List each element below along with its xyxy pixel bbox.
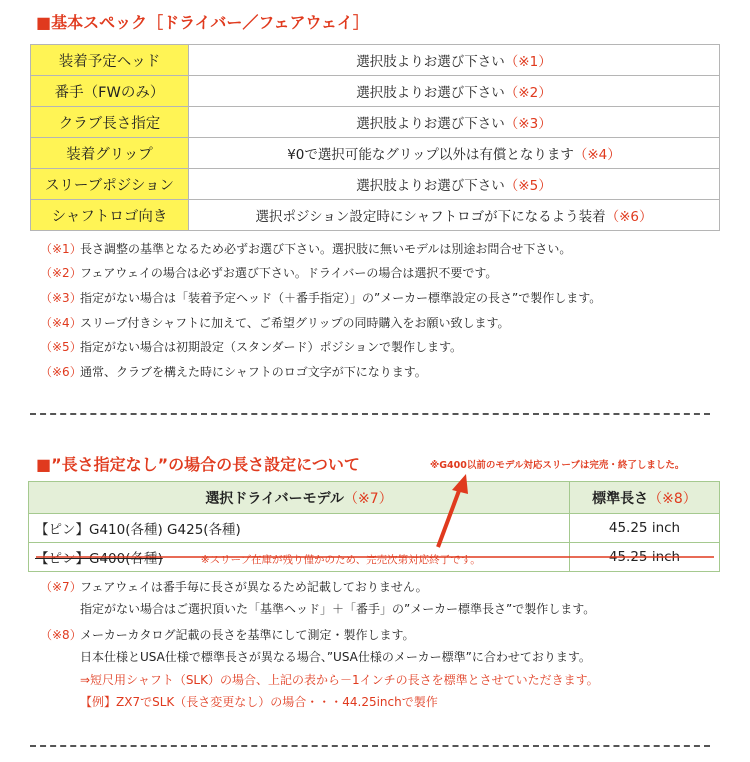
model-cell [29,543,570,572]
model-column-ref: （※7） [343,490,393,507]
note-text: スリーブ付きシャフトに加えて、ご希望グリップの同時購入をお願い致します。 [80,315,510,330]
spec-ref: （※2） [504,85,552,101]
note-item [40,310,601,335]
spec-value [189,45,720,76]
spec-label: クラブ長さ指定 [31,107,189,138]
spec-label: スリーブポジション [31,169,189,200]
spec-ref: （※5） [504,178,552,194]
length-table-header [29,482,720,514]
sold-out-notice: ※G400以前のモデル対応スリーブは完売・終了しました。 [430,460,685,471]
note-item [40,285,601,310]
model-cell: 【ピン】G410(各種) G425(各種) [29,514,570,543]
spec-row [31,45,720,76]
spec-ref: （※1） [504,54,552,70]
length-notes [40,575,599,713]
note-key: （※5） [40,340,82,355]
table-row [29,514,720,543]
length-cell: 45.25 inch [570,514,720,543]
spec-value [189,76,720,107]
note-item [40,236,601,261]
example-note: 【例】ZX7でSLK（長さ変更なし）の場合・・・44.25inchで製作 [80,695,438,710]
spec-row [31,138,720,169]
spec-ref: （※3） [504,116,552,132]
spec-label: 番手（FWのみ） [31,76,189,107]
note-text: フェアウェイは番手毎に長さが異なるため記載しておりません。 [80,579,428,594]
note-key: （※6） [40,364,82,379]
spec-value-text: 選択肢よりお選び下さい [356,85,505,101]
length-column-ref: （※8） [648,490,697,507]
model-column-header [29,482,570,514]
note-item [40,334,601,359]
spec-value [189,169,720,200]
dashed-divider [30,745,710,747]
spec-ref: （※6） [605,209,653,225]
note-text: 日本仕様とUSA仕様で標準長さが異なる場合、”USA仕様のメーカー標準”に合わせております。 [80,650,591,665]
note-key: （※4） [40,315,82,330]
note-text: メーカーカタログ記載の長さを基準にして測定・製作します。 [80,627,415,642]
spec-row [31,76,720,107]
length-column-header [570,482,720,514]
note-text: フェアウェイの場合は必ずお選び下さい。ドライバーの場合は選択不要です。 [80,266,498,281]
length-cell: 45.25 inch [570,543,720,572]
spec-ref: （※4） [573,147,621,163]
spec-notes [40,236,601,384]
note-key: （※8） [40,627,82,642]
spec-value-text: ¥0で選択可能なグリップ以外は有償となります [287,147,574,163]
spec-value-text: 選択肢よりお選び下さい [356,178,505,194]
spec-label: シャフトロゴ向き [31,200,189,231]
slk-note: ⇒短尺用シャフト（SLK）の場合、上記の表から－1インチの長さを標準とさせていただきます。 [80,672,599,687]
note-text: 通常、クラブを構えた時にシャフトのロゴ文字が下になります。 [80,364,427,379]
spec-value [189,200,720,231]
spec-row [31,169,720,200]
note-key: （※7） [40,579,82,594]
spec-value-text: 選択ポジション設定時にシャフトロゴが下になるよう装着 [255,209,606,225]
note-key: （※1） [40,241,82,256]
spec-row [31,200,720,231]
note-text: 指定がない場合は「装着予定ヘッド（＋番手指定）」の”メーカー標準設定の長さ”で製作します。 [80,290,602,305]
spec-section-title: ■基本スペック［ドライバー／フェアウェイ］ [36,13,369,32]
dashed-divider [30,413,710,415]
note-text: 指定がない場合は初期設定（スタンダード）ポジションで製作します。 [80,340,463,355]
length-column-label: 標準長さ [592,490,649,507]
note-text: 指定がない場合はご選択頂いた「基準ヘッド」＋「番手」の”メーカー標準長さ”で製作します。 [80,602,596,617]
spec-row [31,107,720,138]
model-column-label: 選択ドライバーモデル [205,490,344,507]
length-section-title: ■”長さ指定なし”の場合の長さ設定について [36,455,360,474]
spec-label: 装着グリップ [31,138,189,169]
discontinued-model: 【ピン】G400(各種) [35,551,163,567]
spec-table [30,44,720,231]
note-item [40,359,601,384]
table-row-discontinued [29,543,720,572]
note-text: 長さ調整の基準となるため必ずお選び下さい。選択肢に無いモデルは別途お問合せ下さい。 [80,241,572,256]
spec-value [189,107,720,138]
spec-label: 装着予定ヘッド [31,45,189,76]
note-item [40,261,601,286]
spec-value [189,138,720,169]
spec-value-text: 選択肢よりお選び下さい [356,116,505,132]
note-key: （※3） [40,290,82,305]
length-table [28,481,720,572]
stock-note: ※スリーブ在庫が残り僅かのため、完売次第対応終了です。 [200,554,481,566]
note-key: （※2） [40,266,82,281]
spec-value-text: 選択肢よりお選び下さい [356,54,505,70]
